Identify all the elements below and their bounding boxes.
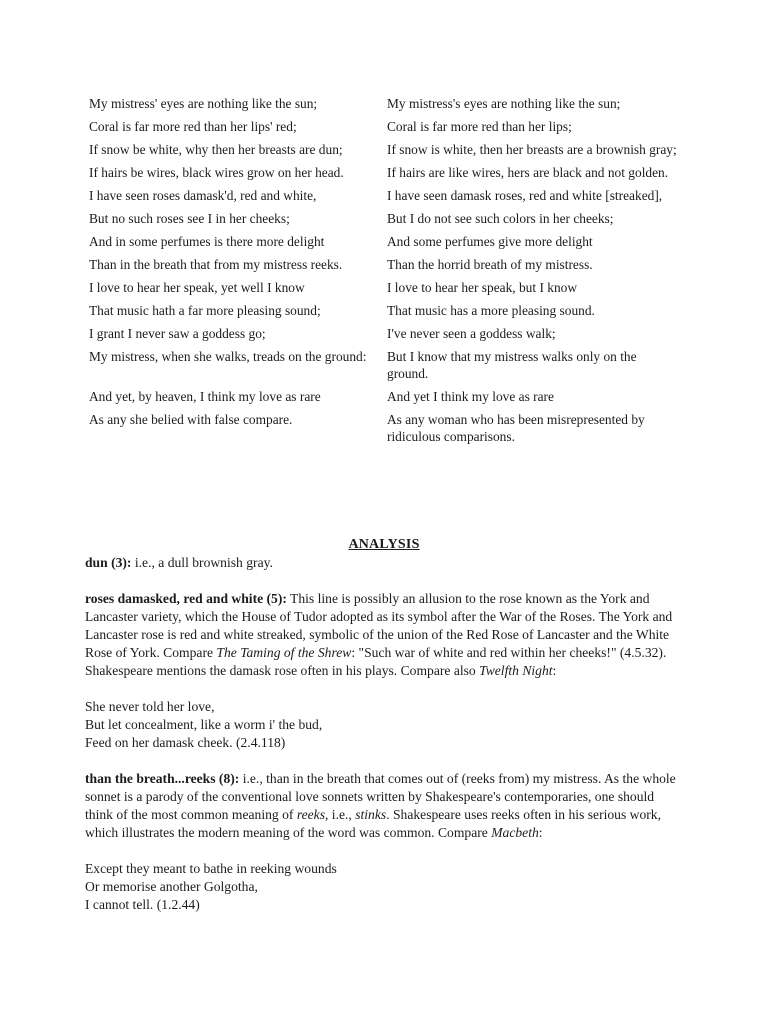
original-line: My mistress, when she walks, treads on the ground: (89, 349, 367, 364)
modern-line: If snow is white, then her breasts are a brownish gray; (387, 142, 677, 157)
sonnet-row (83, 385, 683, 408)
note-text: This line is possibly an allusion to the rose known as the York and Lancaster variety, which the House of Tudor adopted as its symbol after the War of the Roses. The York and Lancaster rose is red and white streaked, symbolic of the union of the Red Rose of Lancaster and the White Rose of York. Compare (85, 591, 673, 660)
note-dun (85, 554, 685, 572)
paragraph-gap (85, 680, 685, 698)
note-term: roses damasked, red and white (5): (85, 591, 287, 606)
original-line: Than in the breath that from my mistress reeks. (89, 257, 343, 272)
original-line: I love to hear her speak, yet well I know (89, 280, 305, 295)
original-line: My mistress' eyes are nothing like the sun; (89, 96, 318, 111)
note-text: i.e., than in the breath that comes out of (reeks from) my mistress. As the whole sonnet is a parody of the conventional love sonnets written by Shakespeare's contemporaries, one should think of the most common meaning of (85, 771, 676, 822)
modern-line: I have seen damask roses, red and white [streaked], (387, 188, 663, 203)
work-title: Twelfth Night (479, 663, 553, 678)
sonnet-row (83, 408, 683, 448)
emphasized-word: reeks (296, 807, 325, 822)
paragraph-gap (85, 752, 685, 770)
sonnet-row (83, 345, 683, 385)
note-breath (85, 770, 685, 842)
sonnet-row (83, 253, 683, 276)
sonnet-row (83, 92, 683, 115)
note-text: . Shakespeare uses reeks often in his serious work, which illustrates the modern meaning of the word was common. Compare (85, 807, 662, 840)
paragraph-gap (85, 842, 685, 860)
original-line: And yet, by heaven, I think my love as rare (89, 389, 321, 404)
modern-line: That music has a more pleasing sound. (387, 303, 595, 318)
modern-line: But I do not see such colors in her cheeks; (387, 211, 614, 226)
sonnet-row (83, 138, 683, 161)
original-line: If hairs be wires, black wires grow on her head. (89, 165, 344, 180)
modern-line: I love to hear her speak, but I know (387, 280, 578, 295)
sonnet-comparison-table (83, 92, 683, 448)
modern-line: And yet I think my love as rare (387, 389, 554, 404)
note-term: than the breath...reeks (8): (85, 771, 240, 786)
note-term: dun (3): (85, 555, 132, 570)
sonnet-row (83, 115, 683, 138)
modern-line: I've never seen a goddess walk; (387, 326, 556, 341)
original-line: I have seen roses damask'd, red and white, (89, 188, 317, 203)
original-line: And in some perfumes is there more delight (89, 234, 325, 249)
quote-line: But let concealment, like a worm i' the bud, (85, 717, 323, 732)
original-line: If snow be white, why then her breasts are dun; (89, 142, 343, 157)
note-text: : (538, 825, 543, 840)
sonnet-row (83, 322, 683, 345)
paragraph-gap (85, 572, 685, 590)
sonnet-row (83, 184, 683, 207)
sonnet-row (83, 207, 683, 230)
note-text: i.e., a dull brownish gray. (131, 555, 273, 570)
modern-line: If hairs are like wires, hers are black and not golden. (387, 165, 669, 180)
note-roses (85, 590, 685, 680)
modern-line: My mistress's eyes are nothing like the sun; (387, 96, 621, 111)
quote-line: Feed on her damask cheek. (2.4.118) (85, 735, 286, 750)
note-text: : (552, 663, 557, 678)
original-line: I grant I never saw a goddess go; (89, 326, 266, 341)
sonnet-table-body (83, 92, 683, 448)
sonnet-row (83, 299, 683, 322)
work-title: The Taming of the Shrew (216, 645, 352, 660)
original-line: As any she belied with false compare. (89, 412, 293, 427)
analysis-heading: ANALYSIS (348, 537, 420, 552)
modern-line: But I know that my mistress walks only on the ground. (387, 349, 637, 381)
sonnet-row (83, 230, 683, 253)
emphasized-word: stinks (355, 807, 387, 822)
note-text: , i.e., (325, 807, 356, 822)
quote-line: I cannot tell. (1.2.44) (85, 897, 200, 912)
modern-line: As any woman who has been misrepresented by ridiculous comparisons. (387, 412, 645, 444)
modern-line: Coral is far more red than her lips; (387, 119, 572, 134)
quote-line: Except they meant to bathe in reeking wounds (85, 861, 337, 876)
original-line: That music hath a far more pleasing sound; (89, 303, 321, 318)
modern-line: And some perfumes give more delight (387, 234, 593, 249)
modern-line: Than the horrid breath of my mistress. (387, 257, 593, 272)
work-title: Macbeth (491, 825, 539, 840)
sonnet-row (83, 276, 683, 299)
original-line: Coral is far more red than her lips' red; (89, 119, 297, 134)
analysis-notes (85, 554, 685, 914)
note-text: : "Such war of white and red within her cheeks!" (4.5.32). Shakespeare mentions the damask rose often in his plays. Compare also (85, 645, 667, 678)
original-line: But no such roses see I in her cheeks; (89, 211, 290, 226)
quote-line: Or memorise another Golgotha, (85, 879, 258, 894)
sonnet-row (83, 161, 683, 184)
quote-line: She never told her love, (85, 699, 215, 714)
